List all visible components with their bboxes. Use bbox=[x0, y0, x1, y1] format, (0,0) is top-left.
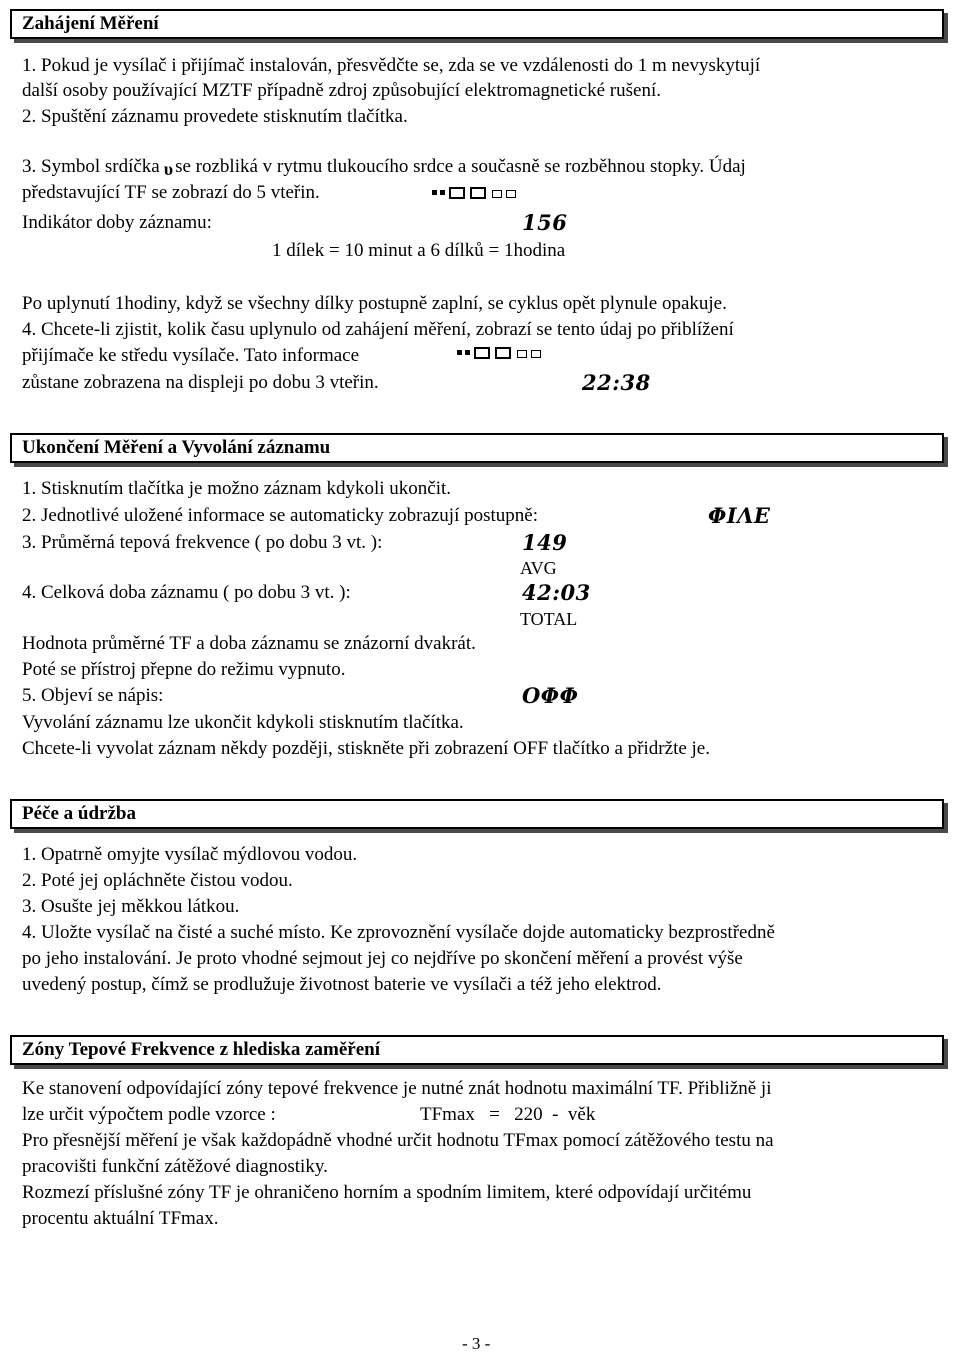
paragraph-line: po jeho instalování. Je proto vhodné sejmout jej co nejdříve po skončení měření a provést výše bbox=[22, 948, 743, 969]
paragraph-line: Po uplynutí 1hodiny, když se všechny dílky postupně zaplní, se cyklus opět plynule opakuje. bbox=[22, 293, 727, 314]
paragraph-line: Ke stanovení odpovídající zóny tepové frekvence je nutné znát hodnotu maximální TF. Přibližně ji bbox=[22, 1078, 772, 1099]
text-fragment: se rozbliká v rytmu tlukoucího srdce a současně se rozběhnou stopky. Údaj bbox=[175, 156, 746, 177]
paragraph-line: Poté se přístroj přepne do režimu vypnuto. bbox=[22, 659, 346, 680]
paragraph-line: 2. Poté jej opláchněte čistou vodou. bbox=[22, 870, 293, 891]
lcd-display-value: 156 bbox=[522, 210, 568, 235]
text-fragment: 3. Symbol srdíčka bbox=[22, 156, 160, 177]
paragraph-line: 4. Chcete-li zjistit, kolik času uplynulo od zahájení měření, zobrazí se tento údaj po přiblížení bbox=[22, 319, 734, 340]
lcd-display-value: 149 bbox=[522, 530, 568, 555]
paragraph-line: představující TF se zobrazí do 5 vteřin. bbox=[22, 182, 320, 203]
lcd-display-value: ΟΦΦ bbox=[522, 683, 579, 708]
lcd-display-value: 42:03 bbox=[522, 580, 591, 605]
paragraph-line: 3. Osušte jej měkkou látkou. bbox=[22, 896, 240, 917]
paragraph-line: Rozmezí příslušné zóny TF je ohraničeno horním a spodním limitem, které odpovídají určitému bbox=[22, 1182, 752, 1203]
paragraph-line: Chcete-li vyvolat záznam někdy později, stiskněte při zobrazení OFF tlačítko a přidržte je. bbox=[22, 738, 710, 759]
paragraph-line: 5. Objeví se nápis: bbox=[22, 685, 164, 706]
section-header-pece-a-udrzba: Péče a údržba bbox=[10, 799, 944, 829]
paragraph-line: Indikátor doby záznamu: bbox=[22, 212, 212, 233]
display-sublabel: TOTAL bbox=[520, 609, 578, 629]
paragraph-line: 4. Celková doba záznamu ( po dobu 3 vt. ): bbox=[22, 582, 351, 603]
paragraph-line: 1. Opatrně omyjte vysílač mýdlovou vodou. bbox=[22, 844, 358, 865]
paragraph-line: přijímače ke středu vysílače. Tato informace bbox=[22, 345, 360, 366]
segment-indicator-icon bbox=[432, 187, 542, 201]
paragraph-line: procentu aktuální TFmax. bbox=[22, 1208, 219, 1229]
paragraph-line: 1. Stisknutím tlačítka je možno záznam kdykoli ukončit. bbox=[22, 478, 452, 499]
paragraph-line: zůstane zobrazena na displeji po dobu 3 vteřin. bbox=[22, 372, 379, 393]
paragraph-line: lze určit výpočtem podle vzorce : bbox=[22, 1104, 276, 1125]
lcd-display-value: ΦΙΛΕ bbox=[708, 503, 771, 528]
heart-icon: υ bbox=[163, 159, 174, 179]
paragraph-line: pracovišti funkční zátěžové diagnostiky. bbox=[22, 1156, 328, 1177]
segment-indicator-icon bbox=[457, 347, 567, 361]
paragraph-line: 1. Pokud je vysílač i přijímač instalován, přesvědčte se, zda se ve vzdálenosti do 1 m nevyskytují bbox=[22, 55, 761, 76]
page-number: - 3 - bbox=[462, 1334, 491, 1353]
paragraph-line: další osoby používající MZTF případně zdroj způsobující elektromagnetické rušení. bbox=[22, 80, 661, 101]
paragraph-line: uvedený postup, čímž se prodlužuje životnost baterie ve vysílači a též jeho elektrod. bbox=[22, 974, 662, 995]
paragraph-line bbox=[22, 156, 746, 180]
paragraph-line: 1 dílek = 10 minut a 6 dílků = 1hodina bbox=[272, 240, 566, 261]
paragraph-line: Pro přesnější měření je však každopádně vhodné určit hodnotu TFmax pomocí zátěžového testu na bbox=[22, 1130, 774, 1151]
paragraph-line: Hodnota průměrné TF a doba záznamu se znázorní dvakrát. bbox=[22, 633, 476, 654]
lcd-display-value: 22:38 bbox=[582, 370, 651, 395]
section-header-ukonceni-mereni: Ukončení Měření a Vyvolání záznamu bbox=[10, 433, 944, 463]
formula: TFmax = 220 - věk bbox=[420, 1104, 596, 1125]
paragraph-line: 3. Průměrná tepová frekvence ( po dobu 3 vt. ): bbox=[22, 532, 383, 553]
section-header-zony-tepove-frekvence: Zóny Tepové Frekvence z hlediska zaměření bbox=[10, 1035, 944, 1065]
paragraph-line: Vyvolání záznamu lze ukončit kdykoli stisknutím tlačítka. bbox=[22, 712, 464, 733]
paragraph-line: 4. Uložte vysílač na čisté a suché místo. Ke zprovoznění vysílače dojde automaticky bezprostředně bbox=[22, 922, 775, 943]
paragraph-line: 2. Jednotlivé uložené informace se automaticky zobrazují postupně: bbox=[22, 505, 538, 526]
paragraph-line: 2. Spuštění záznamu provedete stisknutím tlačítka. bbox=[22, 106, 408, 127]
display-sublabel: AVG bbox=[520, 558, 557, 578]
section-header-zahajeni-mereni: Zahájení Měření bbox=[10, 9, 944, 39]
